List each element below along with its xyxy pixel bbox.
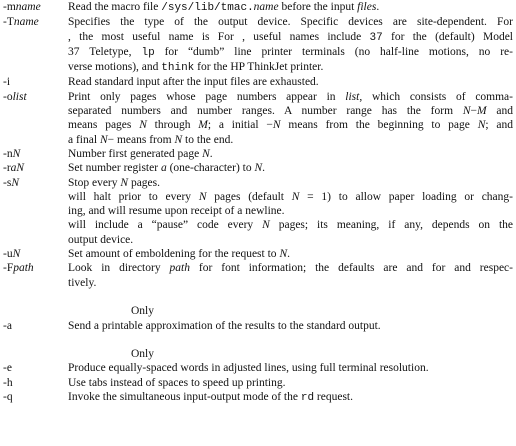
- description-line: separated numbers and number ranges. A number range has the form N−M and: [68, 105, 513, 118]
- option-description: [68, 247, 515, 261]
- option-flag: [3, 147, 68, 161]
- italic-text: path: [169, 262, 190, 275]
- option-description: [68, 176, 515, 247]
- option-description: [68, 161, 515, 175]
- option-flag-name: -h: [3, 376, 13, 389]
- option-flag-argument: path: [13, 262, 34, 275]
- option-description: [68, 90, 515, 147]
- description-line: Send a printable approximation of the results to the standard output.: [68, 319, 381, 332]
- option-flag-name: -r: [3, 162, 11, 175]
- description-line: Set number register a (one-character) to N.: [68, 162, 266, 175]
- description-line: Use tabs instead of spaces to speed up printing.: [68, 376, 286, 389]
- italic-text: files: [357, 1, 377, 13]
- code-text: lp: [141, 46, 155, 59]
- option-flag-argument: name: [13, 16, 39, 29]
- description-line: 37 Teletype, lp for “dumb” line printer terminals (no half-line motions, no re-: [68, 45, 513, 59]
- option-flag: [3, 15, 68, 29]
- description-line: Print only pages whose page numbers appear in list, which consists of comma-: [68, 90, 513, 103]
- code-text: think: [161, 62, 195, 75]
- description-line: means pages N through M; a initial −N means from the beginning to page N; and: [68, 119, 513, 132]
- description-line: Specifies the type of the output device. Specific devices are site-dependent. For: [68, 16, 513, 29]
- option-flag: [3, 75, 68, 89]
- option-flag-argument: N: [12, 248, 21, 261]
- only-label-2: Only: [131, 348, 154, 361]
- option-entry: [3, 147, 515, 161]
- italic-text: N: [254, 162, 263, 175]
- option-description: [68, 261, 515, 290]
- option-flag-name: -a: [3, 319, 12, 332]
- option-flag-name: -e: [3, 362, 12, 375]
- option-entry: [3, 376, 515, 390]
- option-entry: [3, 390, 515, 405]
- option-entry: [3, 261, 515, 290]
- option-flag-name: -u: [3, 248, 13, 261]
- option-entry: [3, 161, 515, 175]
- description-line: Read the macro file /sys/lib/tmac.name before the input files.: [68, 1, 380, 14]
- description-line: ing, and will resume upon receipt of a newline.: [68, 205, 285, 218]
- description-line: , the most useful name is For , useful names include 37 for the (default) Model: [68, 30, 513, 44]
- options-list-2: [3, 319, 515, 333]
- italic-text: list: [345, 90, 360, 103]
- option-flag: [3, 0, 68, 14]
- option-flag-name: -n: [3, 147, 13, 160]
- option-flag-argument: aN: [10, 162, 25, 175]
- option-flag-argument: name: [15, 1, 41, 13]
- option-description: [68, 361, 515, 375]
- option-flag-name: -i: [3, 76, 11, 89]
- option-flag: [3, 176, 68, 190]
- italic-text: N: [279, 248, 288, 261]
- option-description: [68, 376, 515, 390]
- option-flag: [3, 161, 68, 175]
- italic-text: N: [99, 133, 108, 146]
- option-flag-name: -m: [3, 1, 16, 13]
- option-flag: [3, 376, 68, 390]
- blank-line: [3, 290, 515, 304]
- description-line: output device.: [68, 233, 134, 246]
- manual-page: [3, 0, 515, 405]
- option-description: [68, 390, 515, 405]
- italic-text: N: [262, 219, 270, 232]
- option-entry: [3, 247, 515, 261]
- italic-text: N: [462, 105, 471, 118]
- options-list-3: [3, 361, 515, 405]
- italic-text: M: [477, 105, 487, 118]
- option-entry: [3, 15, 515, 75]
- italic-text: N: [198, 190, 207, 203]
- only-label-1: Only: [131, 305, 154, 318]
- option-entry: [3, 0, 515, 15]
- option-flag-name: -F: [3, 262, 14, 275]
- option-flag-name: -s: [3, 176, 12, 189]
- option-entry: [3, 75, 515, 89]
- option-entry: [3, 319, 515, 333]
- description-line: Produce equally-spaced words in adjusted lines, using full terminal resolution.: [68, 362, 429, 375]
- option-flag-argument: N: [11, 176, 19, 189]
- option-flag-argument: N: [12, 147, 21, 160]
- description-line: will include a “pause” code every N pages; its meaning, if any, depends on the: [68, 219, 513, 232]
- italic-text: name: [253, 1, 279, 13]
- option-flag-name: -o: [3, 90, 13, 103]
- italic-text: N: [139, 119, 147, 132]
- description-line: Look in directory path for font information; the defaults are and for and respec-: [68, 262, 513, 275]
- option-entry: [3, 361, 515, 375]
- option-description: [68, 15, 515, 75]
- italic-text: N: [477, 119, 486, 132]
- option-description: [68, 0, 515, 15]
- option-flag-name: -T: [3, 16, 14, 29]
- description-line: Stop every N pages.: [68, 176, 160, 189]
- options-list-1: [3, 0, 515, 290]
- option-description: [68, 147, 515, 161]
- option-flag-argument: list: [12, 90, 27, 103]
- option-flag: [3, 390, 68, 404]
- description-line: Number first generated page N.: [68, 147, 213, 160]
- italic-text: N: [174, 133, 183, 146]
- description-line: will halt prior to every N pages (default N = 1) to allow paper loading or chang-: [68, 190, 513, 203]
- description-line: Set amount of emboldening for the request to N.: [68, 248, 290, 261]
- code-text: /sys/lib/tmac.: [161, 2, 254, 14]
- description-line: a final N− means from N to the end.: [68, 133, 234, 146]
- italic-text: N: [202, 147, 210, 160]
- description-line: Invoke the simultaneous input-output mode of the rd request.: [68, 391, 354, 405]
- italic-text: a: [160, 162, 167, 175]
- option-flag: [3, 361, 68, 375]
- description-line: verse motions), and think for the HP ThinkJet printer.: [68, 61, 324, 75]
- option-flag: [3, 319, 68, 333]
- option-entry: [3, 90, 515, 147]
- italic-text: N: [272, 119, 281, 132]
- italic-text: N: [120, 176, 129, 189]
- code-text: rd: [300, 392, 315, 405]
- option-description: [68, 75, 515, 89]
- italic-text: M: [198, 119, 208, 132]
- option-flag: [3, 90, 68, 104]
- italic-text: N: [291, 190, 300, 203]
- code-text: 37: [369, 31, 383, 44]
- option-flag-name: -q: [3, 391, 13, 404]
- option-entry: [3, 176, 515, 247]
- blank-line: [3, 333, 515, 347]
- description-line: tively.: [68, 276, 97, 289]
- option-flag: [3, 261, 68, 275]
- description-line: Read standard input after the input files are exhausted.: [68, 76, 319, 89]
- option-description: [68, 319, 515, 333]
- option-flag: [3, 247, 68, 261]
